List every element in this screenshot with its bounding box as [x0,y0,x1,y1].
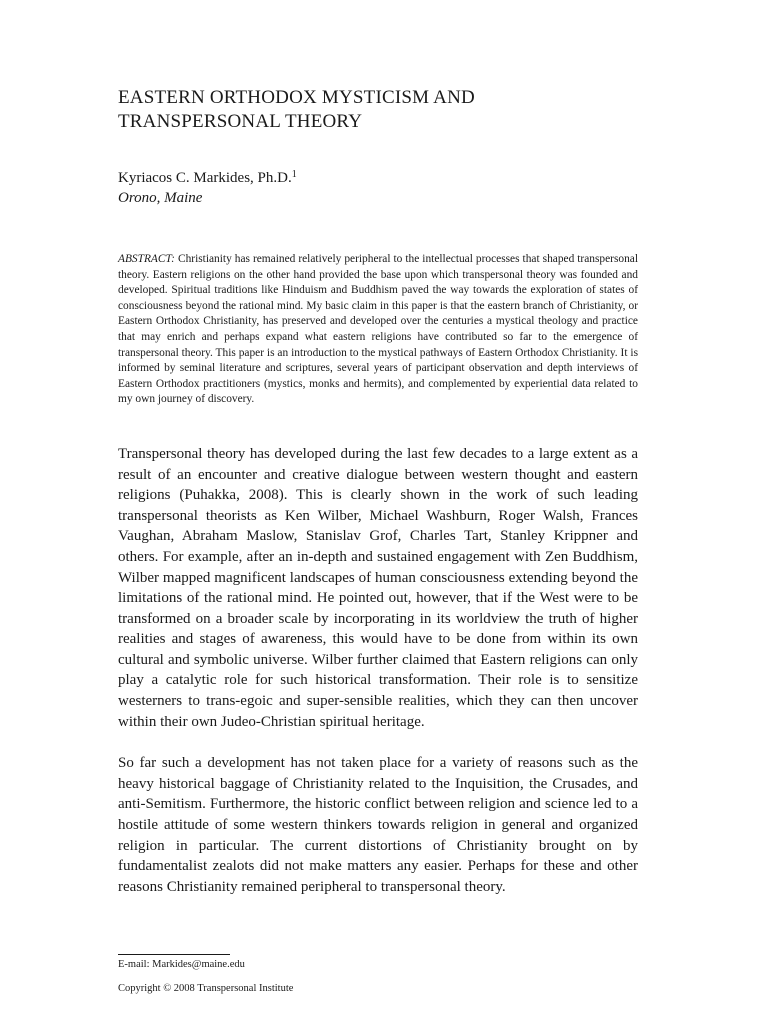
paper-title [118,86,638,134]
body-paragraph-2: So far such a development has not taken place for a variety of reasons such as the heavy historical baggage of Christianity related to the Inquisition, the Crusades, and anti-Semitism. Furthermore, the historic conflict between religion and science led to a hostile attitude of some western thinkers towards religion in general and organized religion in particular. The current distortions of Christianity brought on by fundamentalist zealots did not make matters any easier. Perhaps for these and other reasons Christianity remained peripheral to transpersonal theory. [118,755,638,895]
abstract-text: Christianity has remained relatively peripheral to the intellectual processes that shaped transpersonal theory. Eastern religions on the other hand provided the base upon which transpersonal theory was founded and developed. Spiritual traditions like Hinduism and Buddhism paved the way towards the exploration of states of consciousness beyond the rational mind. My basic claim in this paper is that the eastern branch of Christianity, or Eastern Orthodox Christianity, has preserved and developed over the centuries a mystical theology and practice that may enrich and perhaps expand what eastern religions have contributed so far to the emergence of transpersonal theory. This paper is an introduction to the mystical pathways of Eastern Orthodox Christianity. It is informed by seminal literature and scriptures, several years of participant observation and depth interviews of Eastern Orthodox practitioners (mystics, monks and hermits), and complemented by experiential data related to my own journey of discovery. [118,253,638,406]
abstract-label: ABSTRACT: [118,253,175,265]
body-paragraph-1: Transpersonal theory has developed during the last few decades to a large extent as a result of an encounter and creative dialogue between western thought and eastern religions (Puhakka, 2008). This is clearly shown in the work of such leading transpersonal theorists as Ken Wilber, Michael Washburn, Roger Walsh, Frances Vaughan, Abraham Maslow, Stanislav Grof, Charles Tart, Stanley Krippner and others. For example, after an in-depth and sustained engagement with Zen Buddhism, Wilber mapped magnificent landscapes of human consciousness extending beyond the limitations of the rational mind. He pointed out, however, that if the West were to be transformed on a broader scale by incorporating in its worldview the truth of higher realities and stages of awareness, this would have to be done from within its own cultural and symbolic universe. Wilber further claimed that Eastern religions can only play a catalytic role for such historical transformation. Their role is to sensitize westerners to trans-egoic and super-sensible realities, which they can then uncover within their own Judeo-Christian spiritual heritage. [118,445,638,730]
body-text [118,444,638,897]
copyright-notice: Copyright © 2008 Transpersonal Institute [118,983,294,994]
author-line [118,168,638,188]
abstract [118,252,638,408]
author-name: Kyriacos C. Markides, Ph.D. [118,170,292,186]
author-footnote-mark: 1 [291,169,297,180]
author-affiliation: Orono, Maine [118,190,203,206]
title-line-1: EASTERN ORTHODOX MYSTICISM AND [118,87,475,108]
footnote-divider [118,954,230,955]
paper-page [118,86,638,918]
title-line-2: TRANSPERSONAL THEORY [118,111,363,132]
footnote-email: E-mail: Markides@maine.edu [118,959,245,970]
